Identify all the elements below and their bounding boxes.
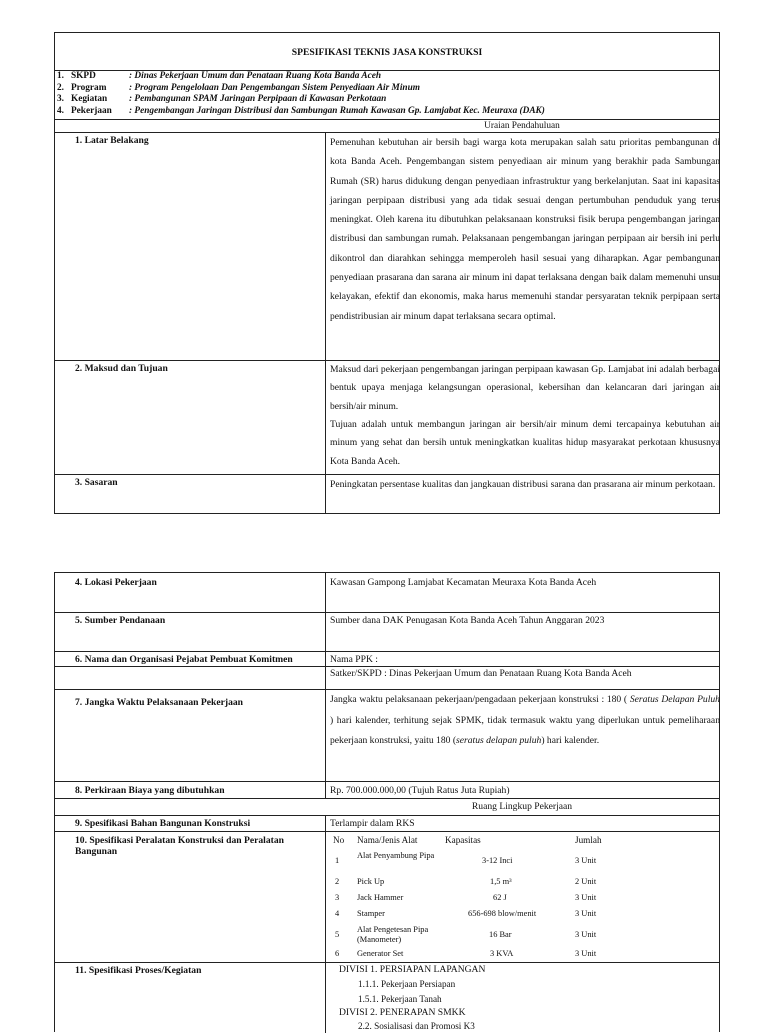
sec3-label: 3. Sasaran <box>75 477 118 488</box>
sec7-text-part3: ) hari kalender. <box>541 735 600 746</box>
equipment-no: 1 <box>335 856 340 865</box>
equipment-capacity: 3-12 Inci <box>482 856 513 865</box>
equipment-capacity: 656-698 blow/menit <box>468 909 537 918</box>
info-num-1: 1. <box>57 71 64 81</box>
equipment-capacity: 16 Bar <box>489 930 512 939</box>
equipment-name: Pick Up <box>357 877 385 886</box>
sec6-line1: Nama PPK : <box>330 654 378 665</box>
equipment-capacity: 3 KVA <box>490 949 514 958</box>
equipment-qty: 3 Unit <box>575 949 597 958</box>
sec6-line2: Satker/SKPD : Dinas Pekerjaan Umum dan Penataan Ruang Kota Banda Aceh <box>330 668 632 679</box>
info-value-program: : Program Pengelolaan Dan Pengembangan Sistem Penyediaan Air Minum <box>129 82 420 93</box>
info-key-pekerjaan: Pekerjaan <box>71 105 112 116</box>
sec11-item-1-1-1: 1.1.1. Pekerjaan Persiapan <box>358 979 456 989</box>
sec7-text-part2: ) hari kalender, terhitung sejak SPMK, tidak termasuk waktu yang diperlukan untuk pemeliharaan pekerjaan konstruksi, yaitu 180 ( <box>330 714 720 746</box>
sec7-text-part1: Jangka waktu pelaksanaan pekerjaan/pengadaan pekerjaan konstruksi : 180 ( <box>330 694 630 705</box>
sec4-text: Kawasan Gampong Lamjabat Kecamatan Meuraxa Kota Banda Aceh <box>330 577 597 588</box>
spec-table-2 <box>54 572 720 1032</box>
sec3-text: Peningkatan persentase kualitas dan jangkauan distribusi sarana dan prasarana air minum perkotaan. <box>330 479 716 490</box>
sec11-item-1-5-1: 1.5.1. Pekerjaan Tanah <box>358 994 442 1004</box>
info-value-skpd: : Dinas Pekerjaan Umum dan Penataan Ruang Kota Banda Aceh <box>129 71 382 81</box>
sec7-label: 7. Jangka Waktu Pelaksanaan Pekerjaan <box>75 697 244 708</box>
sec6-label: 6. Nama dan Organisasi Pejabat Pembuat Komitmen <box>75 654 293 665</box>
info-key-program: Program <box>71 82 107 93</box>
sec2-text2: Tujuan adalah untuk membangun jaringan air bersih/air minum demi tercapainya kebutuhan air minum yang sehat dan bersih untuk meningkatkan kualitas hidup masyarakat perkotaan khususnya Kota Banda Aceh. <box>330 419 720 467</box>
equipment-row <box>330 907 720 923</box>
sec10-label-line2: Bangunan <box>75 846 118 857</box>
equipment-col-no: No <box>333 835 345 845</box>
equipment-row <box>330 923 720 947</box>
equipment-name: Stamper <box>357 909 385 918</box>
equipment-table <box>330 832 720 962</box>
equipment-col-capacity: Kapasitas <box>445 835 481 845</box>
sec10-label-line1: 10. Spesifikasi Peralatan Konstruksi dan Peralatan <box>75 835 284 846</box>
equipment-no: 6 <box>335 949 340 958</box>
info-num-4: 4. <box>57 105 64 116</box>
sec9-label: 9. Spesifikasi Bahan Bangunan Konstruksi <box>75 818 251 829</box>
equipment-row <box>330 891 720 907</box>
info-key-skpd: SKPD <box>71 71 96 81</box>
sec2-text1: Maksud dari pekerjaan pengembangan jaringan perpipaan kawasan Gp. Lamjabat ini adalah berbagai bentuk upaya menjaga kelangsungan operasional, kebersihan dan kelancaran dari jaringan air bersih/air minum. <box>330 364 720 412</box>
equipment-no: 2 <box>335 877 340 886</box>
equipment-no: 5 <box>335 930 340 939</box>
equipment-qty: 3 Unit <box>575 909 597 918</box>
equipment-col-qty: Jumlah <box>575 835 602 845</box>
equipment-qty: 3 Unit <box>575 893 597 902</box>
equipment-row <box>330 948 720 962</box>
info-value-pekerjaan: : Pengembangan Jaringan Distribusi dan Sambungan Rumah Kawasan Gp. Lamjabat Kec. Meuraxa (DAK) <box>129 105 545 116</box>
sec11-item-2-2: 2.2. Sosialisasi dan Promosi K3 <box>358 1021 475 1031</box>
sec5-text: Sumber dana DAK Penugasan Kota Banda Aceh Tahun Anggaran 2023 <box>330 615 605 626</box>
equipment-qty: 3 Unit <box>575 930 597 939</box>
sec2-label: 2. Maksud dan Tujuan <box>75 363 168 374</box>
equipment-name: Jack Hammer <box>357 893 404 902</box>
sec11-division-1: DIVISI 1. PERSIAPAN LAPANGAN <box>339 964 486 975</box>
sec4-label: 4. Lokasi Pekerjaan <box>75 577 157 588</box>
equipment-no: 4 <box>335 909 340 918</box>
equipment-col-name: Nama/Jenis Alat <box>357 835 418 845</box>
sec9-text: Terlampir dalam RKS <box>330 818 415 829</box>
equipment-name: Alat Pengetesan Pipa (Manometer) <box>357 925 429 944</box>
equipment-qty: 3 Unit <box>575 856 597 865</box>
info-value-kegiatan: : Pembangunan SPAM Jaringan Perpipaan di Kawasan Perkotaan <box>129 94 387 105</box>
sec5-label: 5. Sumber Pendanaan <box>75 615 166 626</box>
equipment-no: 3 <box>335 893 340 902</box>
equipment-name: Alat Penyambung Pipa <box>357 851 435 860</box>
equipment-row <box>330 875 720 891</box>
equipment-name: Generator Set <box>357 949 404 958</box>
equipment-row <box>330 849 720 873</box>
sec8-label: 8. Perkiraan Biaya yang dibutuhkan <box>75 785 225 796</box>
equipment-capacity: 1,5 m³ <box>490 877 512 886</box>
header-info <box>57 71 717 119</box>
ruang-lingkup-header: Ruang Lingkup Pekerjaan <box>471 801 573 812</box>
equipment-capacity: 62 J <box>493 893 507 902</box>
sec7-text-italic1: Seratus Delapan Puluh <box>629 694 720 705</box>
sec8-text: Rp. 700.000.000,00 (Tujuh Ratus Juta Rupiah) <box>330 785 510 796</box>
info-num-2: 2. <box>57 82 64 93</box>
document-title: SPESIFIKASI TEKNIS JASA KONSTRUKSI <box>291 47 483 58</box>
info-num-3: 3. <box>57 94 64 105</box>
sec11-division-2: DIVISI 2. PENERAPAN SMKK <box>339 1007 466 1018</box>
uraian-header: Uraian Pendahuluan <box>484 121 560 131</box>
equipment-qty: 2 Unit <box>575 877 597 886</box>
sec7-text <box>330 690 720 752</box>
spec-table-1 <box>54 32 720 514</box>
sec10-label <box>75 835 284 857</box>
sec1-label: 1. Latar Belakang <box>75 135 149 146</box>
sec11-label: 11. Spesifikasi Proses/Kegiatan <box>75 965 202 976</box>
sec7-text-italic2: seratus delapan puluh <box>456 735 542 746</box>
info-key-kegiatan: Kegiatan <box>71 94 108 105</box>
sec1-text: Pemenuhan kebutuhan air bersih bagi warga kota merupakan salah satu prioritas pembangunan di kota Banda Aceh. Pengembangan sistem penyediaan air minum yang berakhir pada Sambungan Rumah (SR) harus didukung dengan penyediaan infrastruktur yang berkelanjutan. Saat ini kapasitas jaringan perpipaan distribusi yang ada tidak sesuai dengan pertumbuhan penduduk yang terus meningkat. Oleh karena itu dibutuhkan pelaksanaan konstruksi fisik berupa pengembangan jaringan distribusi dan sambungan rumah. Pelaksanaan pengembangan jaringan perpipaan air bersih ini perlu dikontrol dan diarahkan sehingga memperoleh hasil sesuai yang diharapkan. Agar pembangunan penyediaan prasarana dan sarana air minum ini dapat terlaksana dengan baik dalam memenuhi unsur kelayakan, efektif dan ekonomis, maka harus memenuhi standar persyaratan teknik perpipaan serta pendistribusian air minum dapat terlaksana secara optimal. <box>330 137 720 322</box>
